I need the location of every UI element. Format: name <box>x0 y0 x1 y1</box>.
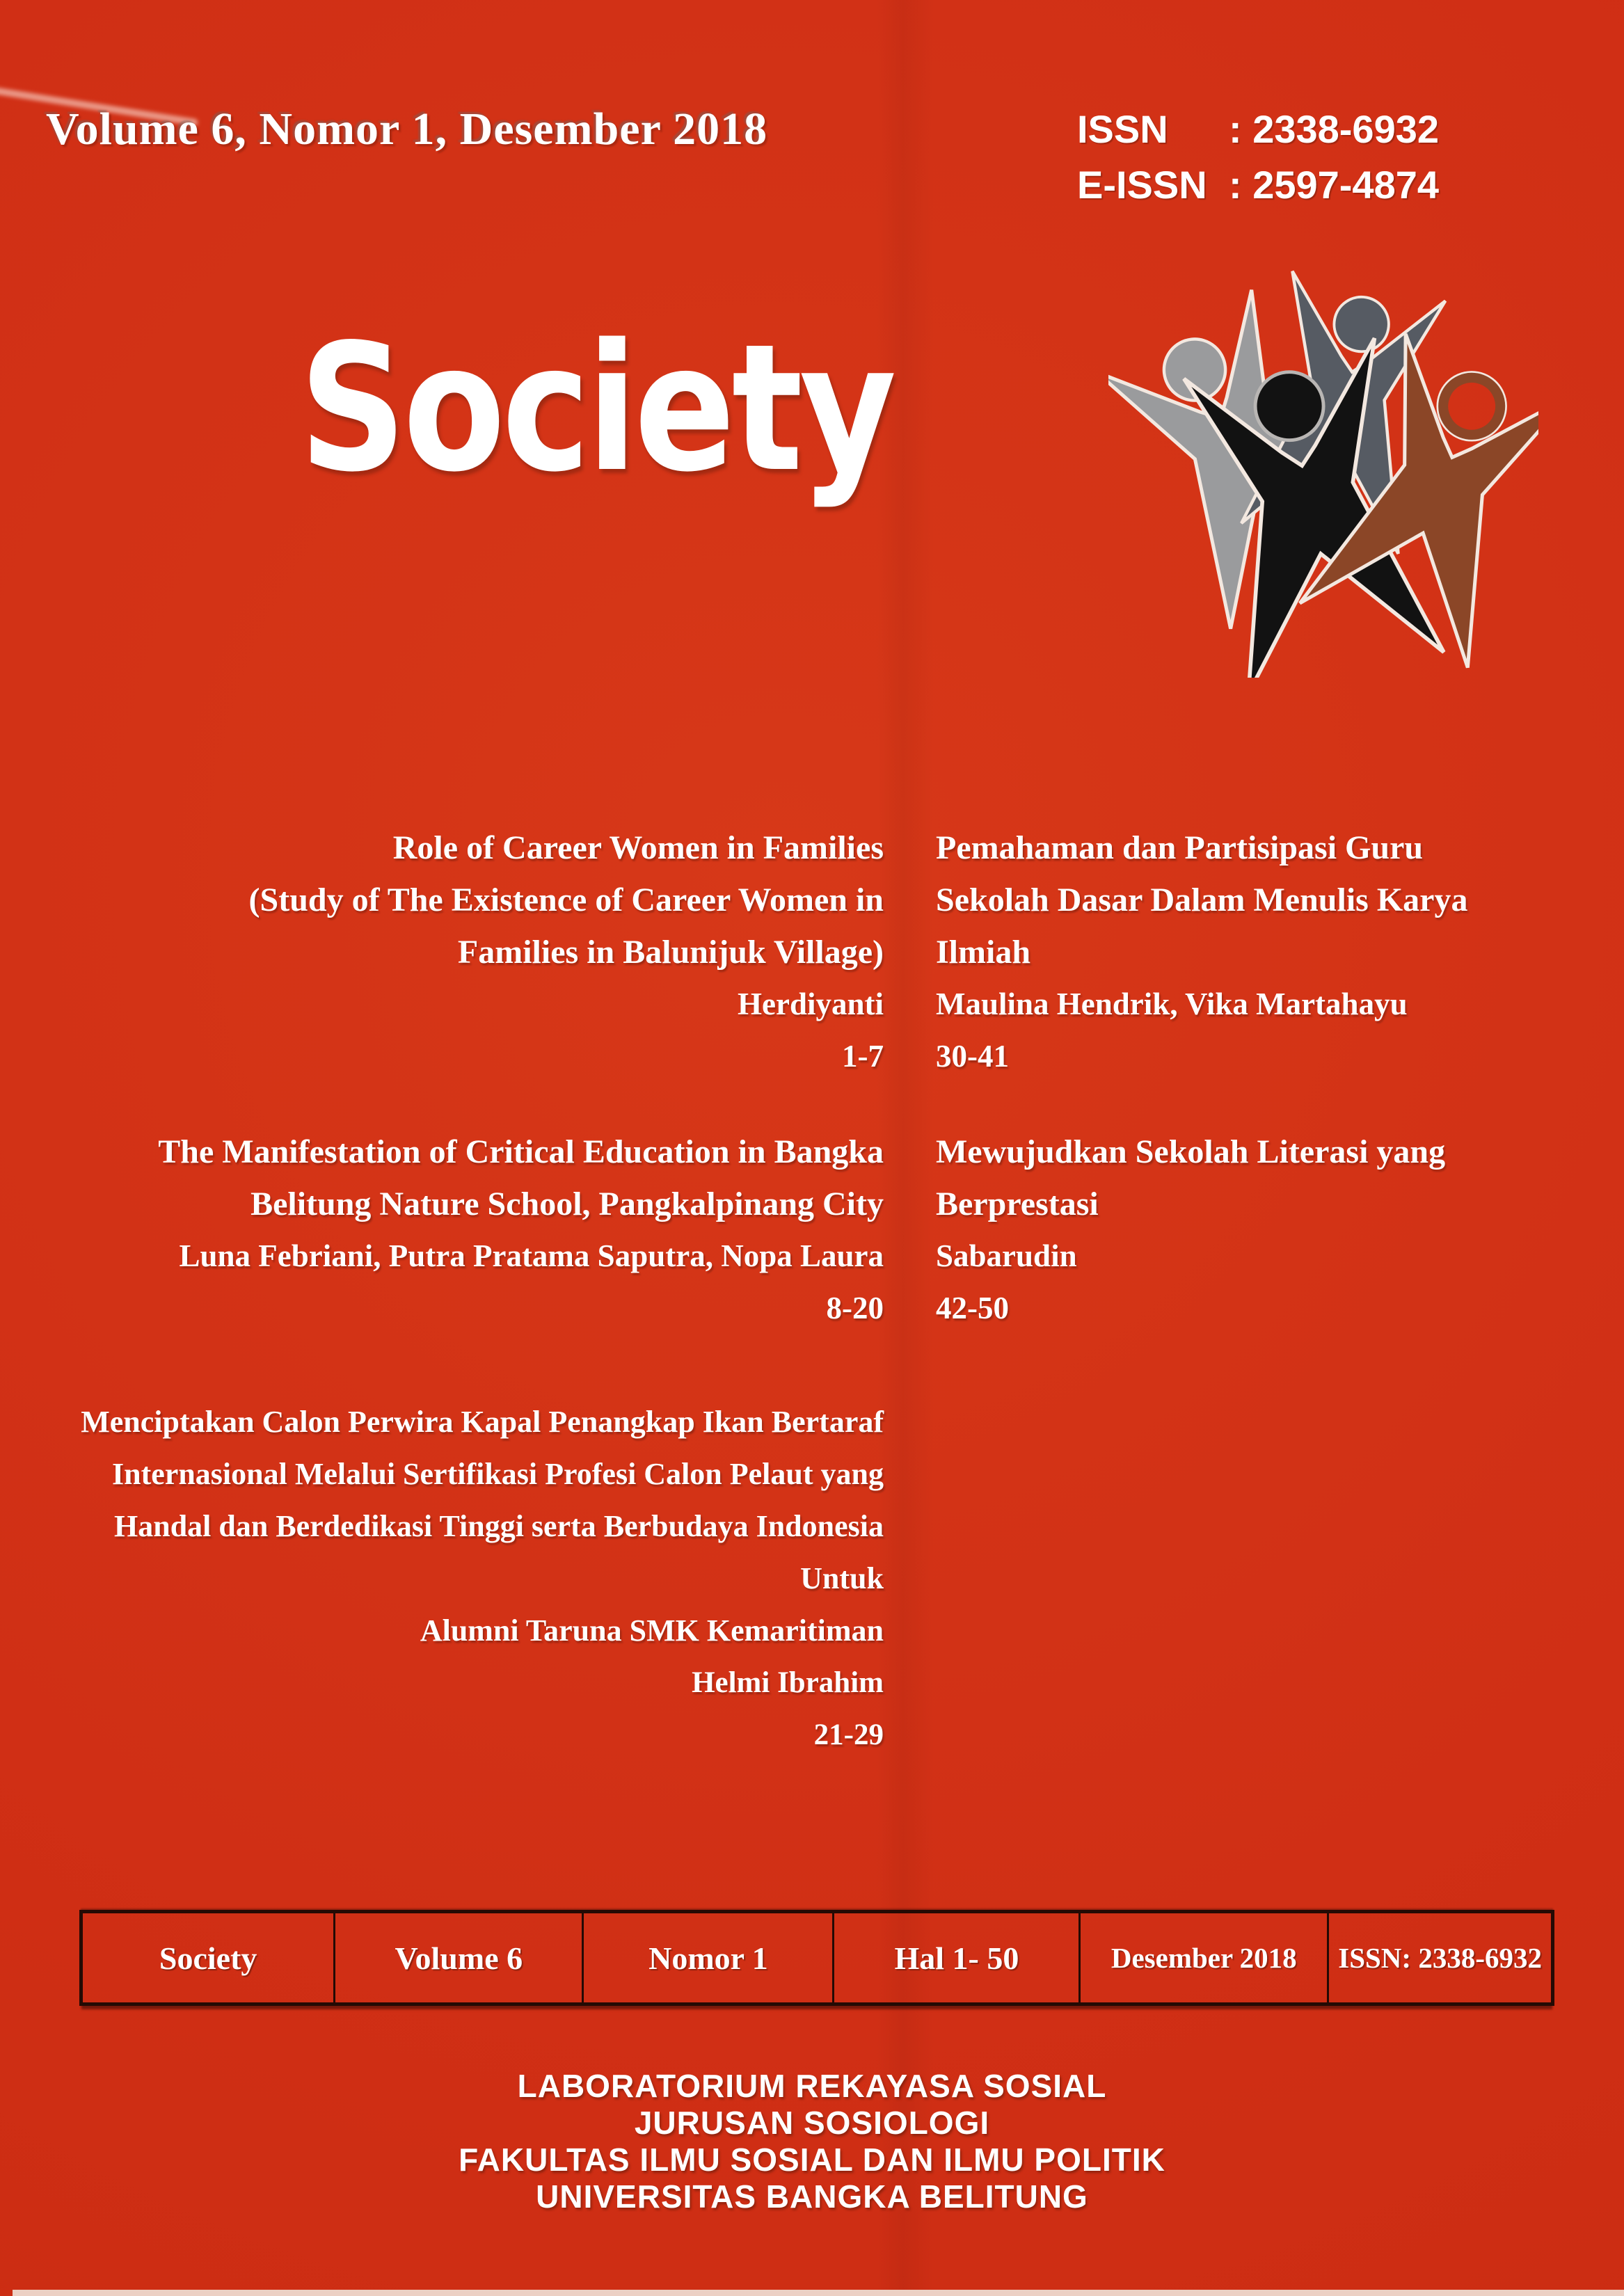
issn-label: ISSN <box>1077 107 1168 151</box>
edition-line: Volume 6, Nomor 1, Desember 2018 <box>46 104 768 154</box>
eissn-row <box>1077 157 1439 213</box>
article-authors: Sabarudin <box>936 1238 1077 1273</box>
article-pages: 21-29 <box>813 1719 884 1751</box>
scan-edge-artifact <box>13 2290 1624 2296</box>
people-figures-logo-svg <box>1108 257 1538 678</box>
publisher-line: UNIVERSITAS BANGKA BELITUNG <box>536 2178 1088 2215</box>
article-title-line: Menciptakan Calon Perwira Kapal Penangkap Ikan Bertaraf <box>81 1405 884 1439</box>
issn-value: : 2338-6932 <box>1229 107 1440 151</box>
info-table-cell-pages: Hal 1- 50 <box>834 1913 1081 2002</box>
article-title-line: Families in Balunijuk Village) <box>457 934 884 971</box>
info-table-cell-journal: Society <box>83 1913 335 2002</box>
article-authors: Luna Febriani, Putra Pratama Saputra, Nopa Laura <box>179 1238 884 1273</box>
toc-left-column <box>28 822 884 1761</box>
article-pages: 30-41 <box>936 1039 1009 1074</box>
article-title-line: Sekolah Dasar Dalam Menulis Karya <box>936 882 1468 918</box>
publisher-line: LABORATORIUM REKAYASA SOSIAL <box>517 2068 1107 2104</box>
article-title-line: Ilmiah <box>936 934 1031 971</box>
article-pages: 8-20 <box>826 1291 884 1325</box>
article-authors: Helmi Ibrahim <box>692 1666 884 1699</box>
info-table-cell-month: Desember 2018 <box>1081 1913 1329 2002</box>
toc-entry <box>936 1126 1583 1334</box>
info-table <box>79 1910 1554 2006</box>
toc-entry <box>28 822 884 1083</box>
article-title-line: Internasional Melalui Sertifikasi Profesi Calon Pelaut yang <box>112 1457 884 1491</box>
article-title-line: Mewujudkan Sekolah Literasi yang <box>936 1133 1446 1170</box>
article-title-line: Berprestasi <box>936 1186 1099 1222</box>
eissn-label: E-ISSN <box>1077 163 1207 207</box>
article-title-line: Belitung Nature School, Pangkalpinang City <box>250 1186 884 1222</box>
article-pages: 42-50 <box>936 1291 1009 1325</box>
info-table-cell-issn: ISSN: 2338-6932 <box>1338 1942 1542 1974</box>
article-authors: Herdiyanti <box>738 987 884 1021</box>
toc-right-column <box>936 822 1583 1334</box>
article-title-line: The Manifestation of Critical Education in Bangka <box>158 1133 884 1170</box>
publisher-line: FAKULTAS ILMU SOSIAL DAN ILMU POLITIK <box>459 2142 1165 2178</box>
publisher-block <box>0 2068 1624 2215</box>
issn-block <box>1077 102 1439 213</box>
issn-row <box>1077 102 1439 157</box>
article-title-line: Role of Career Women in Families <box>392 829 884 866</box>
eissn-value: : 2597-4874 <box>1229 163 1440 207</box>
article-title-line: Handal dan Berdedikasi Tinggi serta Berbudaya Indonesia Untuk <box>114 1509 884 1595</box>
journal-title: Society <box>299 307 893 511</box>
toc-entry <box>936 822 1583 1083</box>
article-authors: Maulina Hendrik, Vika Martahayu <box>936 987 1408 1021</box>
publisher-line: JURUSAN SOSIOLOGI <box>634 2105 990 2141</box>
article-title-line: Alumni Taruna SMK Kemaritiman <box>420 1613 884 1648</box>
info-table-cell-number: Nomor 1 <box>584 1913 834 2002</box>
article-title-line: Pemahaman dan Partisipasi Guru <box>936 829 1424 866</box>
info-table-cell-volume: Volume 6 <box>335 1913 584 2002</box>
article-title-line: (Study of The Existence of Career Women in <box>248 882 884 918</box>
toc-entry <box>28 1396 884 1761</box>
toc-entry <box>28 1126 884 1334</box>
article-pages: 1-7 <box>842 1039 884 1074</box>
people-figures-logo <box>1108 257 1538 678</box>
